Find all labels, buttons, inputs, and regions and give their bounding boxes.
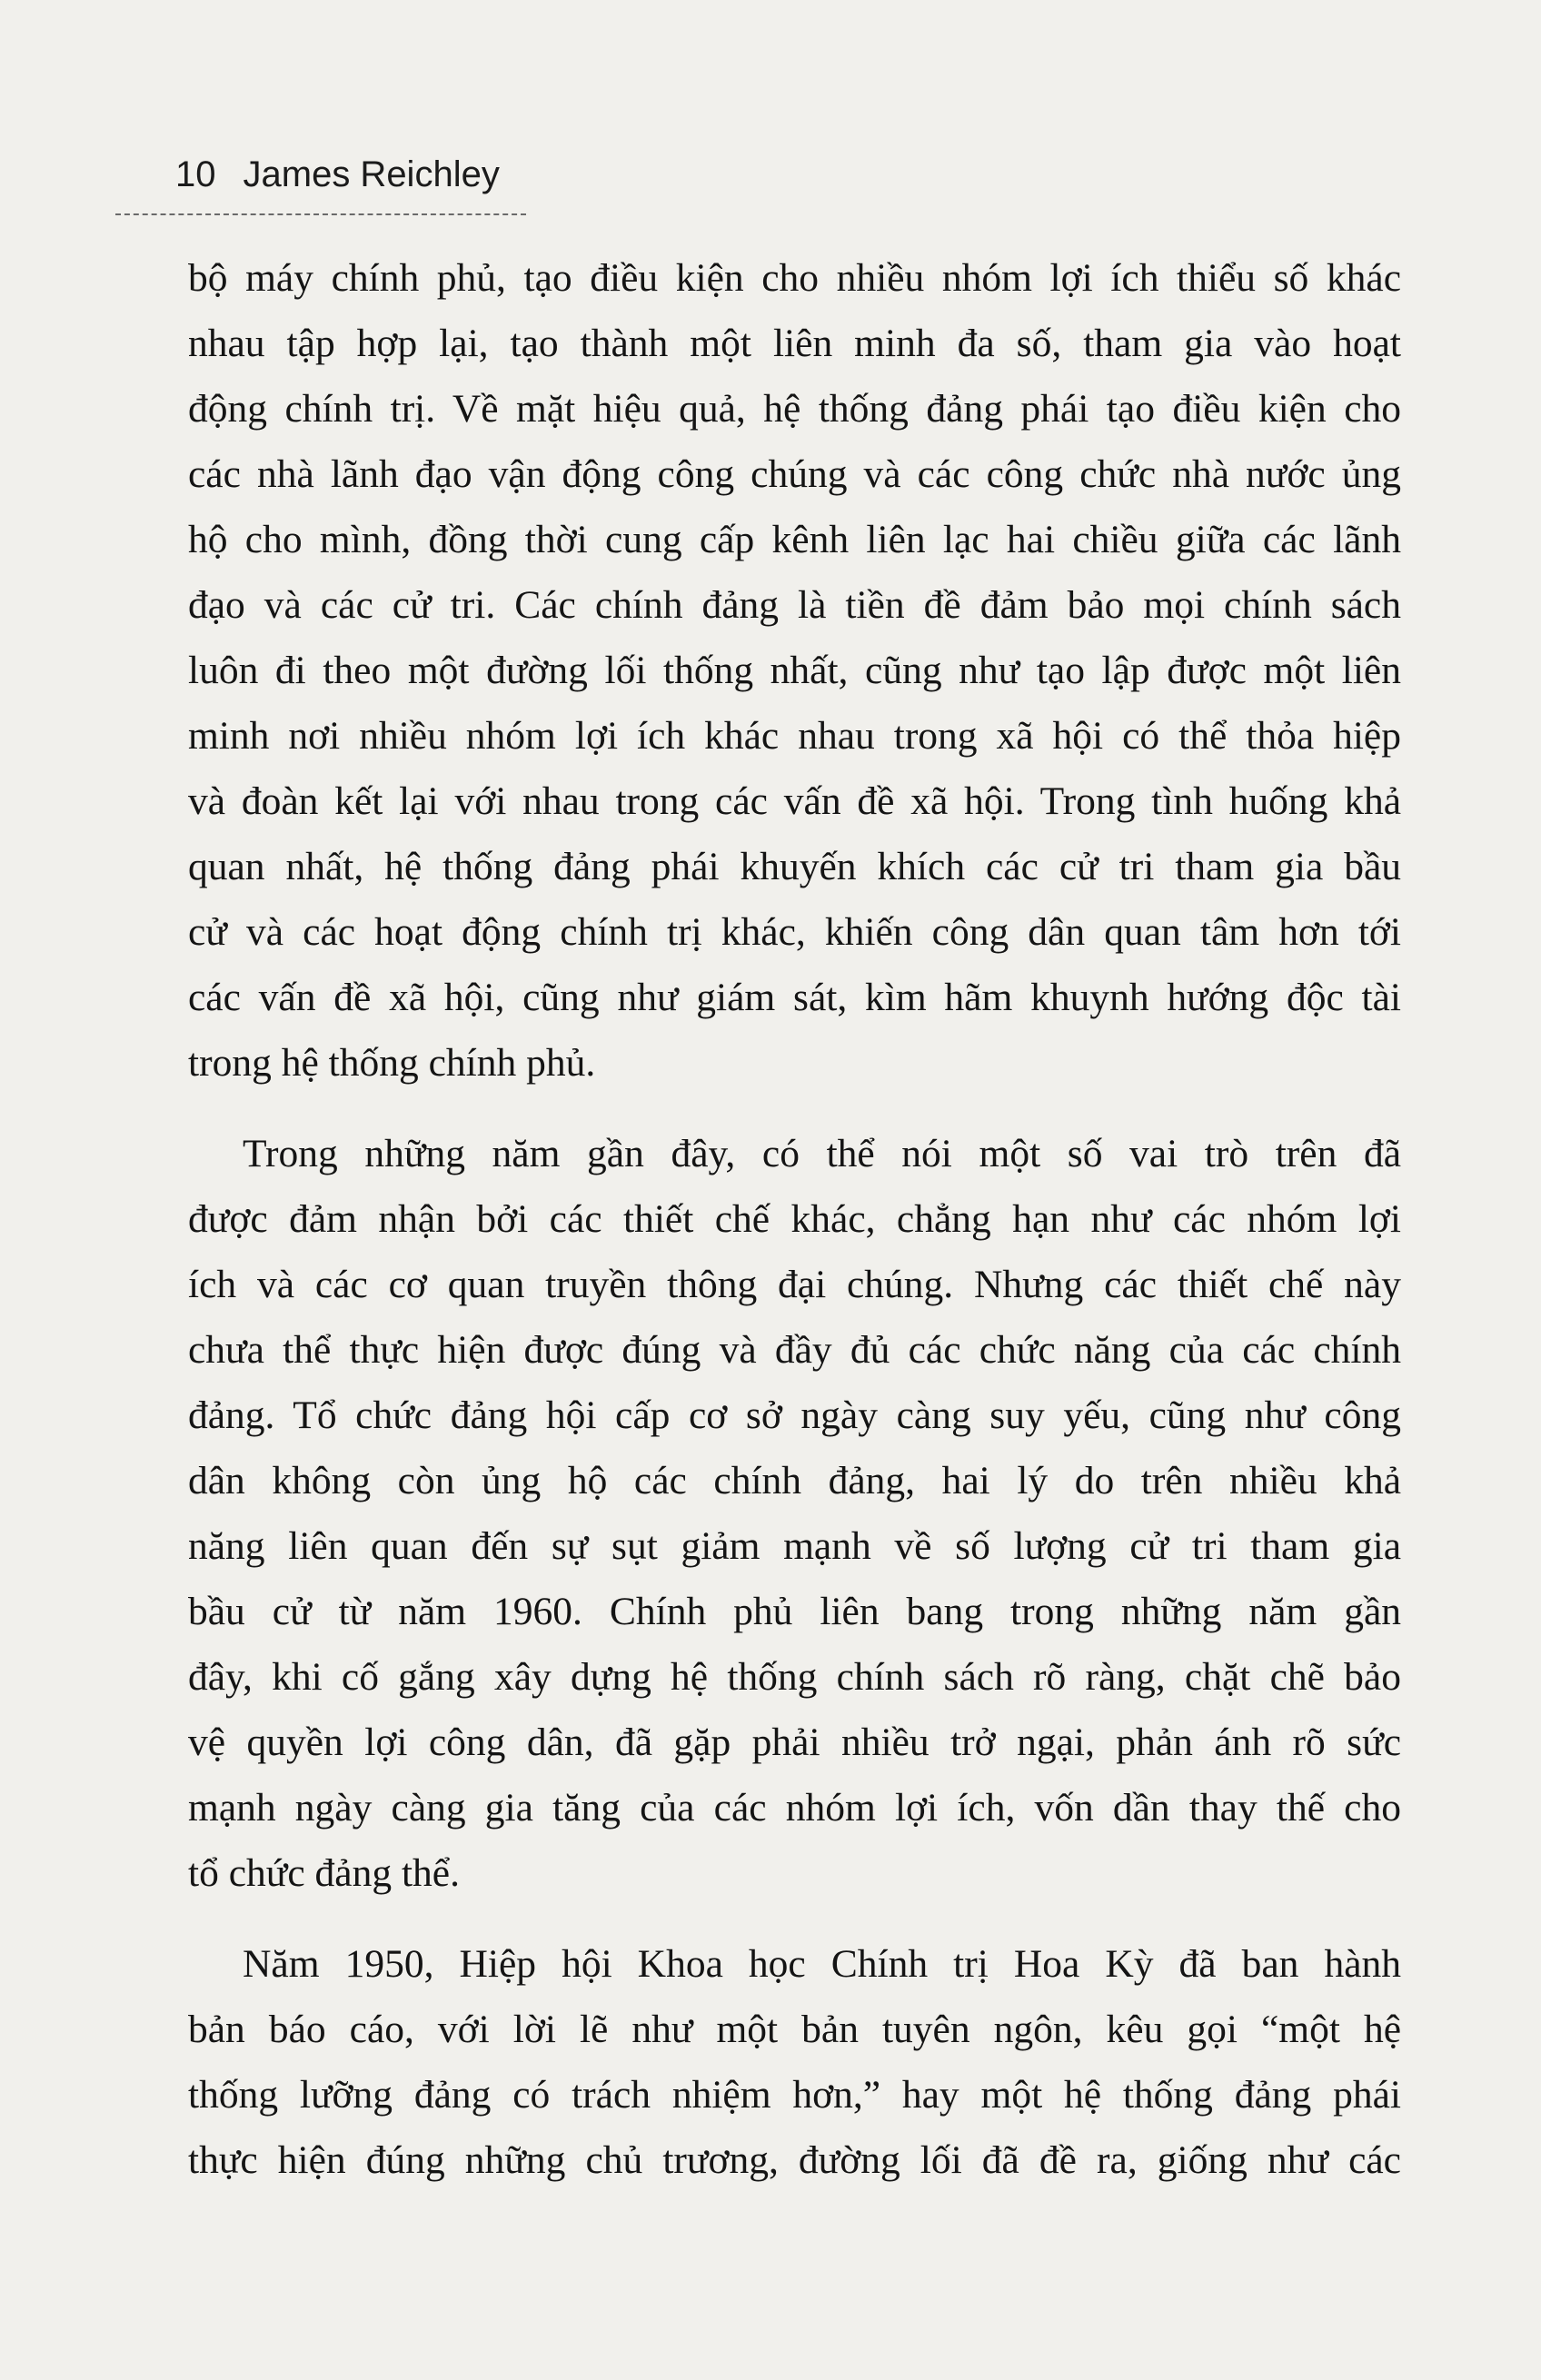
paragraph-3 xyxy=(188,1931,1401,2193)
text-line: trong hệ thống chính phủ. xyxy=(188,1041,596,1085)
text-line: luôn đi theo một đường lối thống nhất, cũng như tạo lập được một liên xyxy=(188,649,1401,692)
text-line: các vấn đề xã hội, cũng như giám sát, kìm hãm khuynh hướng độc tài xyxy=(188,976,1401,1019)
text-line: bộ máy chính phủ, tạo điều kiện cho nhiều nhóm lợi ích thiểu số khác xyxy=(188,256,1401,300)
text-line: động chính trị. Về mặt hiệu quả, hệ thống đảng phái tạo điều kiện cho xyxy=(188,387,1401,431)
text-line: đạo và các cử tri. Các chính đảng là tiền đề đảm bảo mọi chính sách xyxy=(188,583,1401,627)
text-line: cử và các hoạt động chính trị khác, khiến công dân quan tâm hơn tới xyxy=(188,910,1401,954)
text-line: thực hiện đúng những chủ trương, đường lối đã đề ra, giống như các xyxy=(188,2138,1401,2182)
text-line: bầu cử từ năm 1960. Chính phủ liên bang trong những năm gần xyxy=(188,1590,1401,1633)
text-line: đảng. Tổ chức đảng hội cấp cơ sở ngày càng suy yếu, cũng như công xyxy=(188,1393,1401,1437)
text-line: vệ quyền lợi công dân, đã gặp phải nhiều trở ngại, phản ánh rõ sức xyxy=(188,1721,1401,1764)
paragraph-2 xyxy=(188,1121,1401,1906)
text-line: ích và các cơ quan truyền thông đại chúng. Nhưng các thiết chế này xyxy=(188,1263,1401,1306)
text-line: đây, khi cố gắng xây dựng hệ thống chính sách rõ ràng, chặt chẽ bảo xyxy=(188,1655,1401,1699)
text-line: năng liên quan đến sự sụt giảm mạnh về số lượng cử tri tham gia xyxy=(188,1524,1401,1568)
text-line: quan nhất, hệ thống đảng phái khuyến khích các cử tri tham gia bầu xyxy=(188,845,1401,888)
text-line: minh nơi nhiều nhóm lợi ích khác nhau trong xã hội có thể thỏa hiệp xyxy=(188,714,1401,758)
text-line xyxy=(188,1931,1401,1997)
text-line: hộ cho mình, đồng thời cung cấp kênh liên lạc hai chiều giữa các lãnh xyxy=(188,518,1401,561)
text-line-content: Trong những năm gần đây, có thể nói một số vai trò trên đã xyxy=(243,1132,1401,1175)
text-line: chưa thể thực hiện được đúng và đầy đủ các chức năng của các chính xyxy=(188,1328,1401,1372)
header-dashed-rule xyxy=(115,213,526,215)
text-line: các nhà lãnh đạo vận động công chúng và các công chức nhà nước ủng xyxy=(188,452,1401,496)
text-line-content: Năm 1950, Hiệp hội Khoa học Chính trị Hoa Kỳ đã ban hành xyxy=(243,1942,1401,1986)
running-header xyxy=(175,156,500,193)
text-line: và đoàn kết lại với nhau trong các vấn đề xã hội. Trong tình huống khả xyxy=(188,779,1401,823)
text-line: nhau tập hợp lại, tạo thành một liên minh đa số, tham gia vào hoạt xyxy=(188,322,1401,365)
text-line: thống lưỡng đảng có trách nhiệm hơn,” hay một hệ thống đảng phái xyxy=(188,2073,1401,2117)
text-line: dân không còn ủng hộ các chính đảng, hai lý do trên nhiều khả xyxy=(188,1459,1401,1502)
text-line: được đảm nhận bởi các thiết chế khác, chẳng hạn như các nhóm lợi xyxy=(188,1197,1401,1241)
page-number: 10 xyxy=(175,154,216,194)
text-line: bản báo cáo, với lời lẽ như một bản tuyên ngôn, kêu gọi “một hệ xyxy=(188,2008,1401,2051)
text-line: mạnh ngày càng gia tăng của các nhóm lợi ích, vốn dần thay thế cho xyxy=(188,1786,1401,1830)
paragraph-1 xyxy=(188,245,1401,1096)
text-line xyxy=(188,1121,1401,1186)
running-header-author: James Reichley xyxy=(243,154,500,194)
body-text xyxy=(188,245,1401,2193)
text-line: tổ chức đảng thể. xyxy=(188,1851,460,1895)
